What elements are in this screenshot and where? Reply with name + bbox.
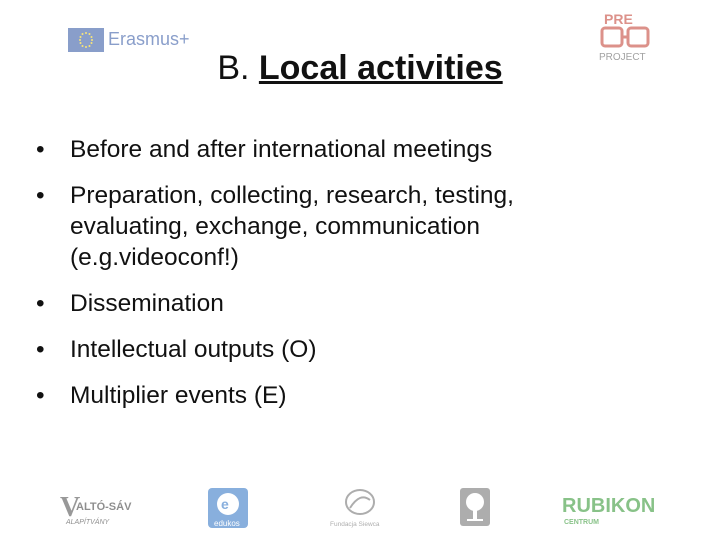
bullet-list xyxy=(36,134,676,426)
slide-title xyxy=(0,48,720,88)
fundacja-siewca-logo xyxy=(326,486,396,530)
pre-logo-top-text: PRE xyxy=(604,11,633,27)
title-prefix: B. xyxy=(217,49,250,87)
title-emphasis: Local activities xyxy=(258,49,503,87)
bullet-text: Multiplier events (E) xyxy=(70,382,287,409)
bullet-dot: • xyxy=(36,336,45,363)
svg-text:e: e xyxy=(221,496,229,512)
valto-sav-sub-text: ALAPÍTVÁNY xyxy=(66,519,110,526)
bullet-text: (e.g.videoconf!) xyxy=(70,244,239,271)
pre-logo-bottom-text: PROJECT xyxy=(599,52,646,63)
fundacja-text: Fundacja Siewca xyxy=(330,521,380,528)
bullet-text: evaluating, exchange, communication xyxy=(70,213,480,240)
bullet-text: Dissemination xyxy=(70,290,224,317)
bullet-dot: • xyxy=(36,136,45,163)
bullet-text: Before and after international meetings xyxy=(70,136,493,163)
bullet-item xyxy=(36,134,676,165)
rubikon-text: RUBIKON xyxy=(562,495,656,517)
bullet-text: Preparation, collecting, research, testing, xyxy=(70,182,514,209)
edukos-logo xyxy=(206,486,250,530)
valto-sav-logo xyxy=(60,486,140,530)
valto-sav-text: ALTÓ-SÁV xyxy=(76,501,132,513)
rubikon-sub-text: CENTRUM xyxy=(564,519,599,526)
bullet-item xyxy=(36,180,676,273)
bullet-item xyxy=(36,380,676,411)
bullet-item xyxy=(36,288,676,319)
rubikon-logo xyxy=(560,486,660,530)
bullet-dot: • xyxy=(36,382,45,409)
bullet-dot: • xyxy=(36,182,45,209)
tree-emblem-logo xyxy=(458,486,492,530)
bullet-item xyxy=(36,334,676,365)
edukos-text: edukos xyxy=(214,519,240,528)
bullet-dot: • xyxy=(36,290,45,317)
erasmus-label: Erasmus+ xyxy=(108,29,190,49)
bullet-text: Intellectual outputs (O) xyxy=(70,336,317,363)
svg-text:V: V xyxy=(60,492,81,523)
